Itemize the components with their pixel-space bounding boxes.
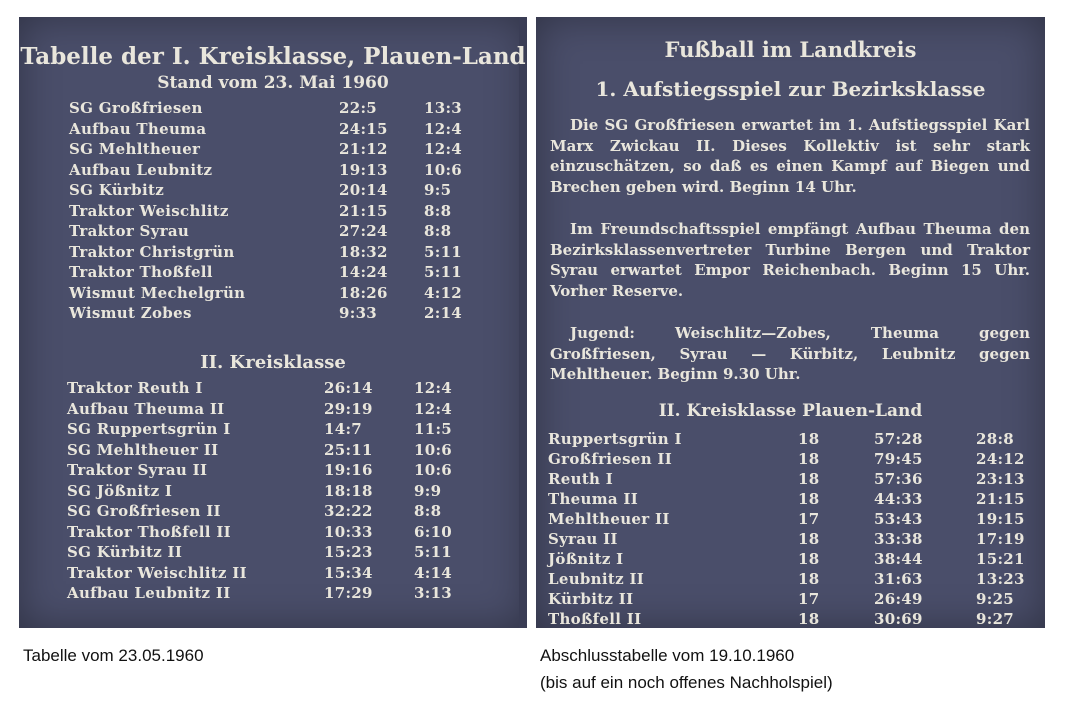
right-newspaper-clipping bbox=[536, 17, 1045, 628]
cell-points: 2:14 bbox=[424, 304, 463, 322]
cell-team: Traktor Christgrün bbox=[69, 242, 235, 261]
cell-points: 8:8 bbox=[424, 201, 452, 220]
cell-goals: 57:36 bbox=[874, 470, 923, 488]
cell-goals: 9:33 bbox=[339, 304, 378, 322]
cell-goals: 18:18 bbox=[324, 481, 373, 500]
cell-points: 13:3 bbox=[424, 99, 463, 117]
cell-points: 4:12 bbox=[424, 283, 463, 302]
cell-goals: 14:24 bbox=[339, 263, 388, 281]
cell-team: Aufbau Leubnitz II bbox=[67, 584, 231, 602]
left-title: Tabelle der I. Kreisklasse, Plauen-Land bbox=[20, 43, 526, 70]
table-row bbox=[19, 120, 527, 140]
cell-points: 6:10 bbox=[414, 522, 453, 541]
table-row bbox=[19, 564, 527, 584]
table-row bbox=[19, 400, 527, 420]
cell-team: Traktor Thoßfell II bbox=[67, 522, 231, 541]
cell-points: 10:6 bbox=[414, 440, 453, 459]
cell-team: Aufbau Leubnitz bbox=[69, 160, 213, 179]
cell-team: Ruppertsgrün I bbox=[548, 430, 682, 448]
right-subtitle: 1. Aufstiegsspiel zur Bezirksklasse bbox=[595, 77, 986, 101]
cell-goals: 18:26 bbox=[339, 283, 388, 302]
cell-games: 18 bbox=[798, 490, 820, 508]
cell-points: 21:15 bbox=[976, 490, 1025, 508]
cell-team: Traktor Reuth I bbox=[67, 379, 203, 397]
cell-points: 10:6 bbox=[414, 461, 453, 479]
cell-goals: 19:16 bbox=[324, 461, 373, 479]
cell-team: Traktor Thoßfell bbox=[69, 263, 213, 281]
cell-points: 9:5 bbox=[424, 181, 452, 199]
cell-goals: 20:14 bbox=[339, 181, 388, 199]
table-row bbox=[536, 470, 1045, 490]
cell-goals: 26:49 bbox=[874, 590, 923, 608]
cell-points: 5:11 bbox=[424, 263, 463, 281]
table-row bbox=[19, 543, 527, 563]
table-row bbox=[19, 482, 527, 502]
cell-goals: 29:19 bbox=[324, 399, 373, 418]
cell-goals: 27:24 bbox=[339, 222, 388, 240]
cell-team: SG Kürbitz II bbox=[67, 543, 183, 561]
table-row bbox=[19, 502, 527, 522]
cell-points: 10:6 bbox=[424, 160, 463, 179]
cell-games: 18 bbox=[798, 430, 820, 448]
table-row bbox=[536, 510, 1045, 530]
table-row bbox=[19, 461, 527, 481]
table-row bbox=[536, 590, 1045, 610]
cell-team: Mehltheuer II bbox=[548, 510, 670, 528]
table-row bbox=[536, 570, 1045, 590]
cell-team: Jößnitz I bbox=[548, 550, 624, 568]
cell-games: 18 bbox=[798, 450, 820, 468]
cell-goals: 21:12 bbox=[339, 140, 388, 158]
table-row bbox=[536, 530, 1045, 550]
table-row bbox=[19, 263, 527, 283]
cell-team: SG Großfriesen bbox=[69, 99, 203, 117]
cell-points: 11:5 bbox=[414, 420, 453, 438]
table-row bbox=[19, 161, 527, 181]
cell-team: Traktor Weischlitz bbox=[69, 201, 229, 220]
cell-team: Syrau II bbox=[548, 530, 618, 548]
cell-points: 12:4 bbox=[414, 379, 453, 397]
table-row bbox=[19, 181, 527, 201]
cell-goals: 79:45 bbox=[874, 450, 923, 468]
cell-games: 18 bbox=[798, 550, 820, 568]
cell-team: Leubnitz II bbox=[548, 570, 645, 588]
table-row bbox=[19, 99, 527, 119]
cell-points: 12:4 bbox=[424, 119, 463, 138]
cell-goals: 30:69 bbox=[874, 610, 923, 628]
cell-goals: 44:33 bbox=[874, 490, 923, 508]
table-row bbox=[19, 584, 527, 604]
cell-games: 18 bbox=[798, 570, 820, 588]
cell-goals: 14:7 bbox=[324, 420, 363, 438]
table-row bbox=[536, 490, 1045, 510]
cell-points: 12:4 bbox=[424, 140, 463, 158]
cell-team: Reuth I bbox=[548, 470, 614, 488]
table-row bbox=[536, 610, 1045, 628]
cell-goals: 26:14 bbox=[324, 379, 373, 397]
cell-points: 4:14 bbox=[414, 563, 453, 582]
right-title: Fußball im Landkreis bbox=[664, 37, 917, 62]
table-row bbox=[19, 523, 527, 543]
table-row bbox=[19, 420, 527, 440]
cell-team: Wismut Zobes bbox=[69, 304, 192, 322]
cell-points: 9:25 bbox=[976, 590, 1015, 608]
cell-points: 8:8 bbox=[424, 222, 452, 240]
cell-team: Traktor Syrau II bbox=[67, 461, 208, 479]
table-row bbox=[536, 430, 1045, 450]
table-row bbox=[19, 202, 527, 222]
cell-points: 19:15 bbox=[976, 510, 1025, 528]
cell-points: 9:27 bbox=[976, 610, 1015, 628]
cell-points: 15:21 bbox=[976, 550, 1025, 568]
cell-team: SG Mehltheuer II bbox=[67, 440, 219, 459]
cell-goals: 18:32 bbox=[339, 242, 388, 261]
left-heading-2: II. Kreisklasse bbox=[200, 352, 346, 373]
cell-points: 12:4 bbox=[414, 399, 453, 418]
article-paragraph-3: Jugend: Weischlitz—Zobes, Theuma gegen Großfriesen, Syrau — Kürbitz, Leubnitz gegen Mehltheuer. Beginn 9.30 Uhr. bbox=[550, 324, 1030, 383]
caption-left: Tabelle vom 23.05.1960 bbox=[23, 646, 204, 665]
cell-points: 8:8 bbox=[414, 502, 442, 520]
cell-goals: 57:28 bbox=[874, 430, 923, 448]
cell-team: Thoßfell II bbox=[548, 610, 642, 628]
cell-team: SG Ruppertsgrün I bbox=[67, 420, 231, 438]
left-newspaper-clipping bbox=[19, 17, 527, 628]
cell-team: Wismut Mechelgrün bbox=[69, 283, 246, 302]
cell-team: SG Kürbitz bbox=[69, 181, 165, 199]
cell-team: Aufbau Theuma bbox=[69, 119, 207, 138]
cell-goals: 38:44 bbox=[874, 550, 923, 568]
cell-games: 17 bbox=[798, 510, 820, 528]
cell-goals: 53:43 bbox=[874, 510, 923, 528]
cell-points: 3:13 bbox=[414, 584, 453, 602]
cell-team: Theuma II bbox=[548, 490, 639, 508]
cell-points: 17:19 bbox=[976, 530, 1025, 548]
table-row bbox=[19, 379, 527, 399]
cell-goals: 15:34 bbox=[324, 563, 373, 582]
table-row bbox=[19, 222, 527, 242]
cell-goals: 17:29 bbox=[324, 584, 373, 602]
table-row bbox=[19, 441, 527, 461]
cell-games: 18 bbox=[798, 470, 820, 488]
cell-team: SG Mehltheuer bbox=[69, 140, 201, 158]
cell-goals: 25:11 bbox=[324, 440, 373, 459]
left-subtitle: Stand vom 23. Mai 1960 bbox=[157, 73, 389, 93]
cell-goals: 21:15 bbox=[339, 201, 388, 220]
table-row bbox=[536, 550, 1045, 570]
cell-points: 9:9 bbox=[414, 481, 442, 500]
cell-points: 5:11 bbox=[414, 543, 453, 561]
table-row bbox=[19, 140, 527, 160]
cell-team: Traktor Weischlitz II bbox=[67, 563, 247, 582]
cell-goals: 22:5 bbox=[339, 99, 378, 117]
cell-goals: 19:13 bbox=[339, 160, 388, 179]
cell-team: SG Jößnitz I bbox=[67, 481, 173, 500]
cell-points: 23:13 bbox=[976, 470, 1025, 488]
cell-goals: 33:38 bbox=[874, 530, 923, 548]
cell-team: Traktor Syrau bbox=[69, 222, 190, 240]
cell-team: Großfriesen II bbox=[548, 450, 673, 468]
caption-right-line-1: Abschlusstabelle vom 19.10.1960 bbox=[540, 646, 795, 665]
cell-goals: 10:33 bbox=[324, 522, 373, 541]
article-paragraph-2: Im Freundschaftsspiel empfängt Aufbau Theuma den Bezirksklassenvertreter Turbine Bergen und Traktor Syrau erwartet Empor Reichenbach. Beginn 15 Uhr. Vorher Reserve. bbox=[550, 220, 1030, 300]
cell-goals: 31:63 bbox=[874, 570, 923, 588]
right-heading-2: II. Kreisklasse Plauen-Land bbox=[658, 401, 923, 421]
cell-points: 5:11 bbox=[424, 242, 463, 261]
cell-points: 24:12 bbox=[976, 450, 1025, 468]
cell-games: 18 bbox=[798, 610, 820, 628]
article-paragraph-1: Die SG Großfriesen erwartet im 1. Aufstiegsspiel Karl Marx Zwickau II. Dieses Kollektiv ist sehr stark einzuschätzen, so daß es einen Kampf auf Biegen und Brechen geben wird. Beginn 14 Uhr. bbox=[550, 116, 1030, 196]
cell-points: 28:8 bbox=[976, 430, 1015, 448]
table-row bbox=[19, 304, 527, 324]
cell-points: 13:23 bbox=[976, 570, 1025, 588]
table-row bbox=[19, 284, 527, 304]
cell-goals: 32:22 bbox=[324, 502, 373, 520]
caption-right-line-2: (bis auf ein noch offenes Nachholspiel) bbox=[540, 673, 833, 692]
cell-games: 17 bbox=[798, 590, 820, 608]
cell-goals: 24:15 bbox=[339, 119, 388, 138]
cell-goals: 15:23 bbox=[324, 543, 373, 561]
cell-team: SG Großfriesen II bbox=[67, 502, 221, 520]
cell-team: Aufbau Theuma II bbox=[67, 399, 225, 418]
cell-team: Kürbitz II bbox=[548, 590, 634, 608]
table-row bbox=[19, 243, 527, 263]
table-row bbox=[536, 450, 1045, 470]
cell-games: 18 bbox=[798, 530, 820, 548]
